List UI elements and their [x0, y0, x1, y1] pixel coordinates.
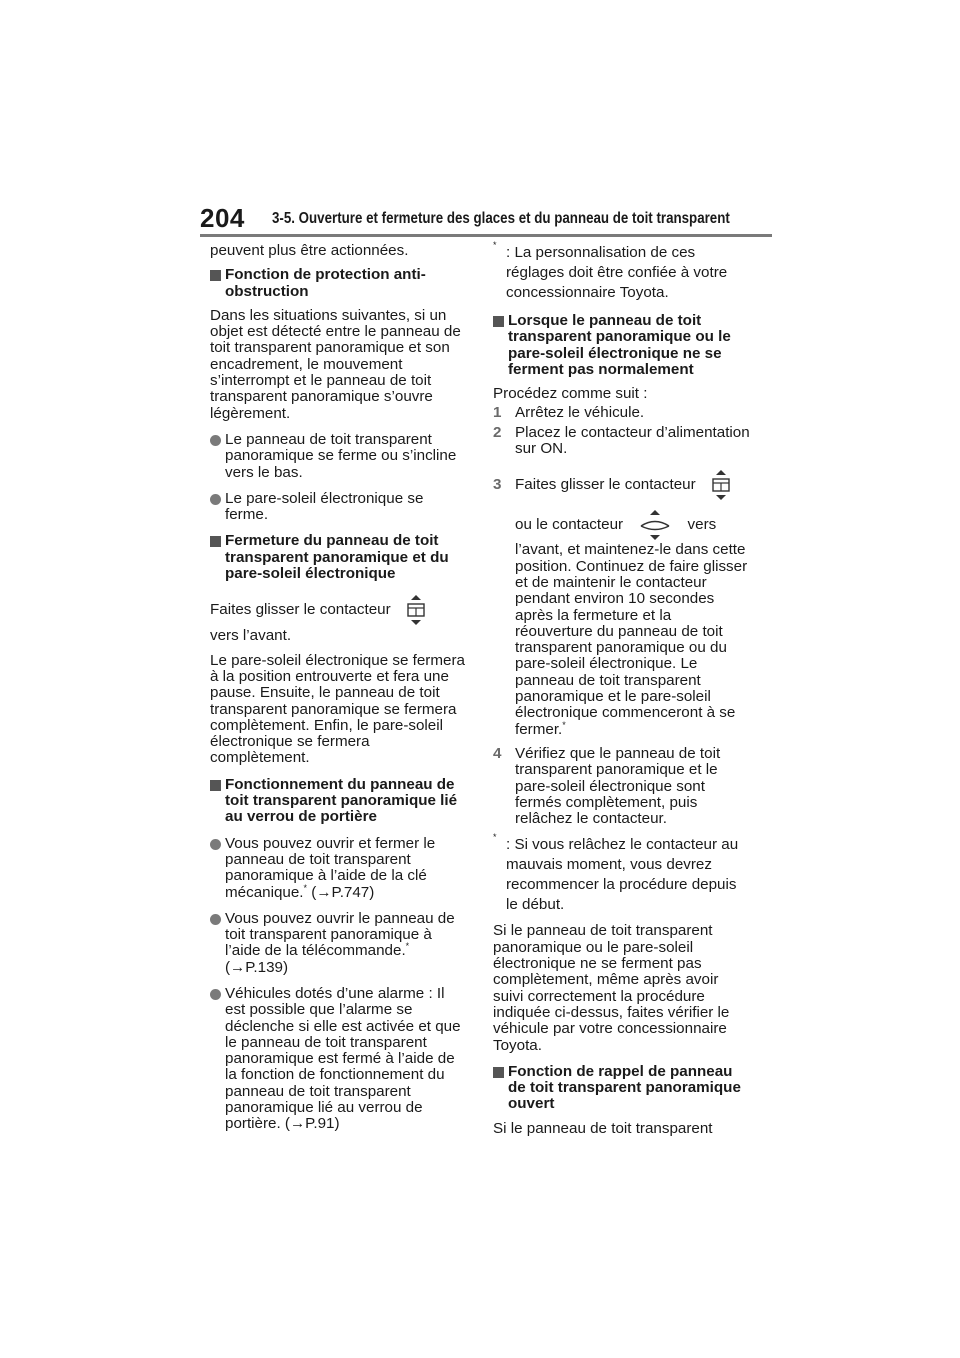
footnote: * : La personnalisation de ces réglages doit être confiée à votre concessionnaire Toyota. [493, 240, 728, 301]
paragraph: Le pare-soleil électronique se fermera à la position entrouverte et fera une pause. Ensuite, le panneau de toit transparent panoramique se fermera complètement. Enfin, le pare-soleil électronique se fermera complètement. [210, 651, 465, 767]
section-heading-door-lock: Fonctionnement du panneau de toit transparent panoramique lié au verrou de portière [210, 777, 468, 826]
step-number: 1 [493, 404, 502, 422]
page-number: 204 [200, 203, 245, 233]
step-item: 3 Faites glisser le contacteur ou le contacteur vers l’avant, et maintenez-le dans cette position. Continuez de faire glisser et de maintenir le contacteur pendant environ 10 secondes après la fermeture et la réouverture du panneau de toit transparent panoramique ou du pare-soleil électronique. Le panneau de toit transparent panoramique et le pare-soleil électronique commenceront à se fermer.* [493, 465, 751, 738]
sunroof-slide-switch-icon [405, 594, 427, 626]
bullet-item: Le pare-soleil électronique se ferme. [210, 491, 468, 524]
text-fragment: Faites glisser le contacteur [210, 601, 391, 619]
header-divider [200, 234, 772, 237]
sunroof-tilt-switch-icon [637, 509, 673, 541]
paragraph: Si le panneau de toit transparent panoramique ou le pare-soleil électronique ne se ferment pas complètement, même après avoir suivi correctement la procédure indiquée ci-dessus, faites vérifier le véhicule par votre concessionnaire Toyota. [493, 922, 730, 1054]
bullet-item: Le panneau de toit transparent panoramique se ferme ou s’incline vers le bas. [210, 432, 468, 481]
left-column [210, 243, 468, 1133]
bullet-item: Vous pouvez ouvrir le panneau de toit transparent panoramique à l’aide de la télécommande.* (→P.139) [210, 911, 468, 976]
paragraph: Dans les situations suivantes, si un objet est détecté entre le panneau de toit transparent panoramique et son encadrement, le mouvement s’interrompt et le panneau de toit transparent panoramique s’ouvre légèrement. [210, 306, 461, 422]
paragraph: Si le panneau de toit transparent [493, 1119, 713, 1137]
section-heading-reminder: Fonction de rappel de panneau de toit transparent panoramique ouvert [493, 1064, 751, 1113]
page-reference[interactable]: (→P.139) [225, 958, 289, 976]
bullet-item: Véhicules dotés d’une alarme : Il est possible que l’alarme se déclenche si elle est activée et que le panneau de toit transparent panoramique est fermé à l’aide de la fonction de fonctionnement du panneau de toit transparent panoramique lié au verrou de portière. (→P.91) [210, 986, 468, 1133]
step-number: 4 [493, 744, 502, 762]
section-heading-closing: Fermeture du panneau de toit transparent panoramique et du pare-soleil électronique [210, 533, 468, 582]
paragraph-with-icon [210, 590, 468, 630]
section-heading-not-closing: Lorsque le panneau de toit transparent panoramique ou le pare-soleil électronique ne se ferment pas normalement [493, 313, 751, 378]
page-reference[interactable]: (→P.747) [311, 883, 375, 901]
sunroof-slide-switch-icon [710, 469, 732, 501]
step-number: 3 [493, 476, 502, 494]
step-item: 1 Arrêtez le véhicule. [493, 404, 645, 422]
bullet-item: Vous pouvez ouvrir et fermer le panneau de toit transparent panoramique à l’aide de la clé mécanique.* (→P.747) [210, 836, 468, 901]
paragraph: Procédez comme suit : [493, 385, 648, 403]
page-header [200, 203, 772, 237]
step-number: 2 [493, 423, 502, 441]
footnote: * : Si vous relâchez le contacteur au mauvais moment, vous devrez recommencer la procédure depuis le début. [493, 832, 739, 914]
section-heading-anti-obstruction: Fonction de protection anti-obstruction [210, 267, 468, 300]
paragraph: vers l’avant. [210, 627, 292, 645]
step-item: 2 Placez le contacteur d’alimentation sur ON. [493, 423, 750, 458]
right-column [493, 240, 751, 1137]
step-item: 4 Vérifiez que le panneau de toit transparent panoramique et le pare-soleil électronique sont fermés complètement, puis relâchez le contacteur. [493, 744, 721, 828]
section-title: 3-5. Ouverture et fermeture des glaces et du panneau de toit transparent [272, 210, 730, 227]
paragraph: peuvent plus être actionnées. [210, 242, 409, 259]
